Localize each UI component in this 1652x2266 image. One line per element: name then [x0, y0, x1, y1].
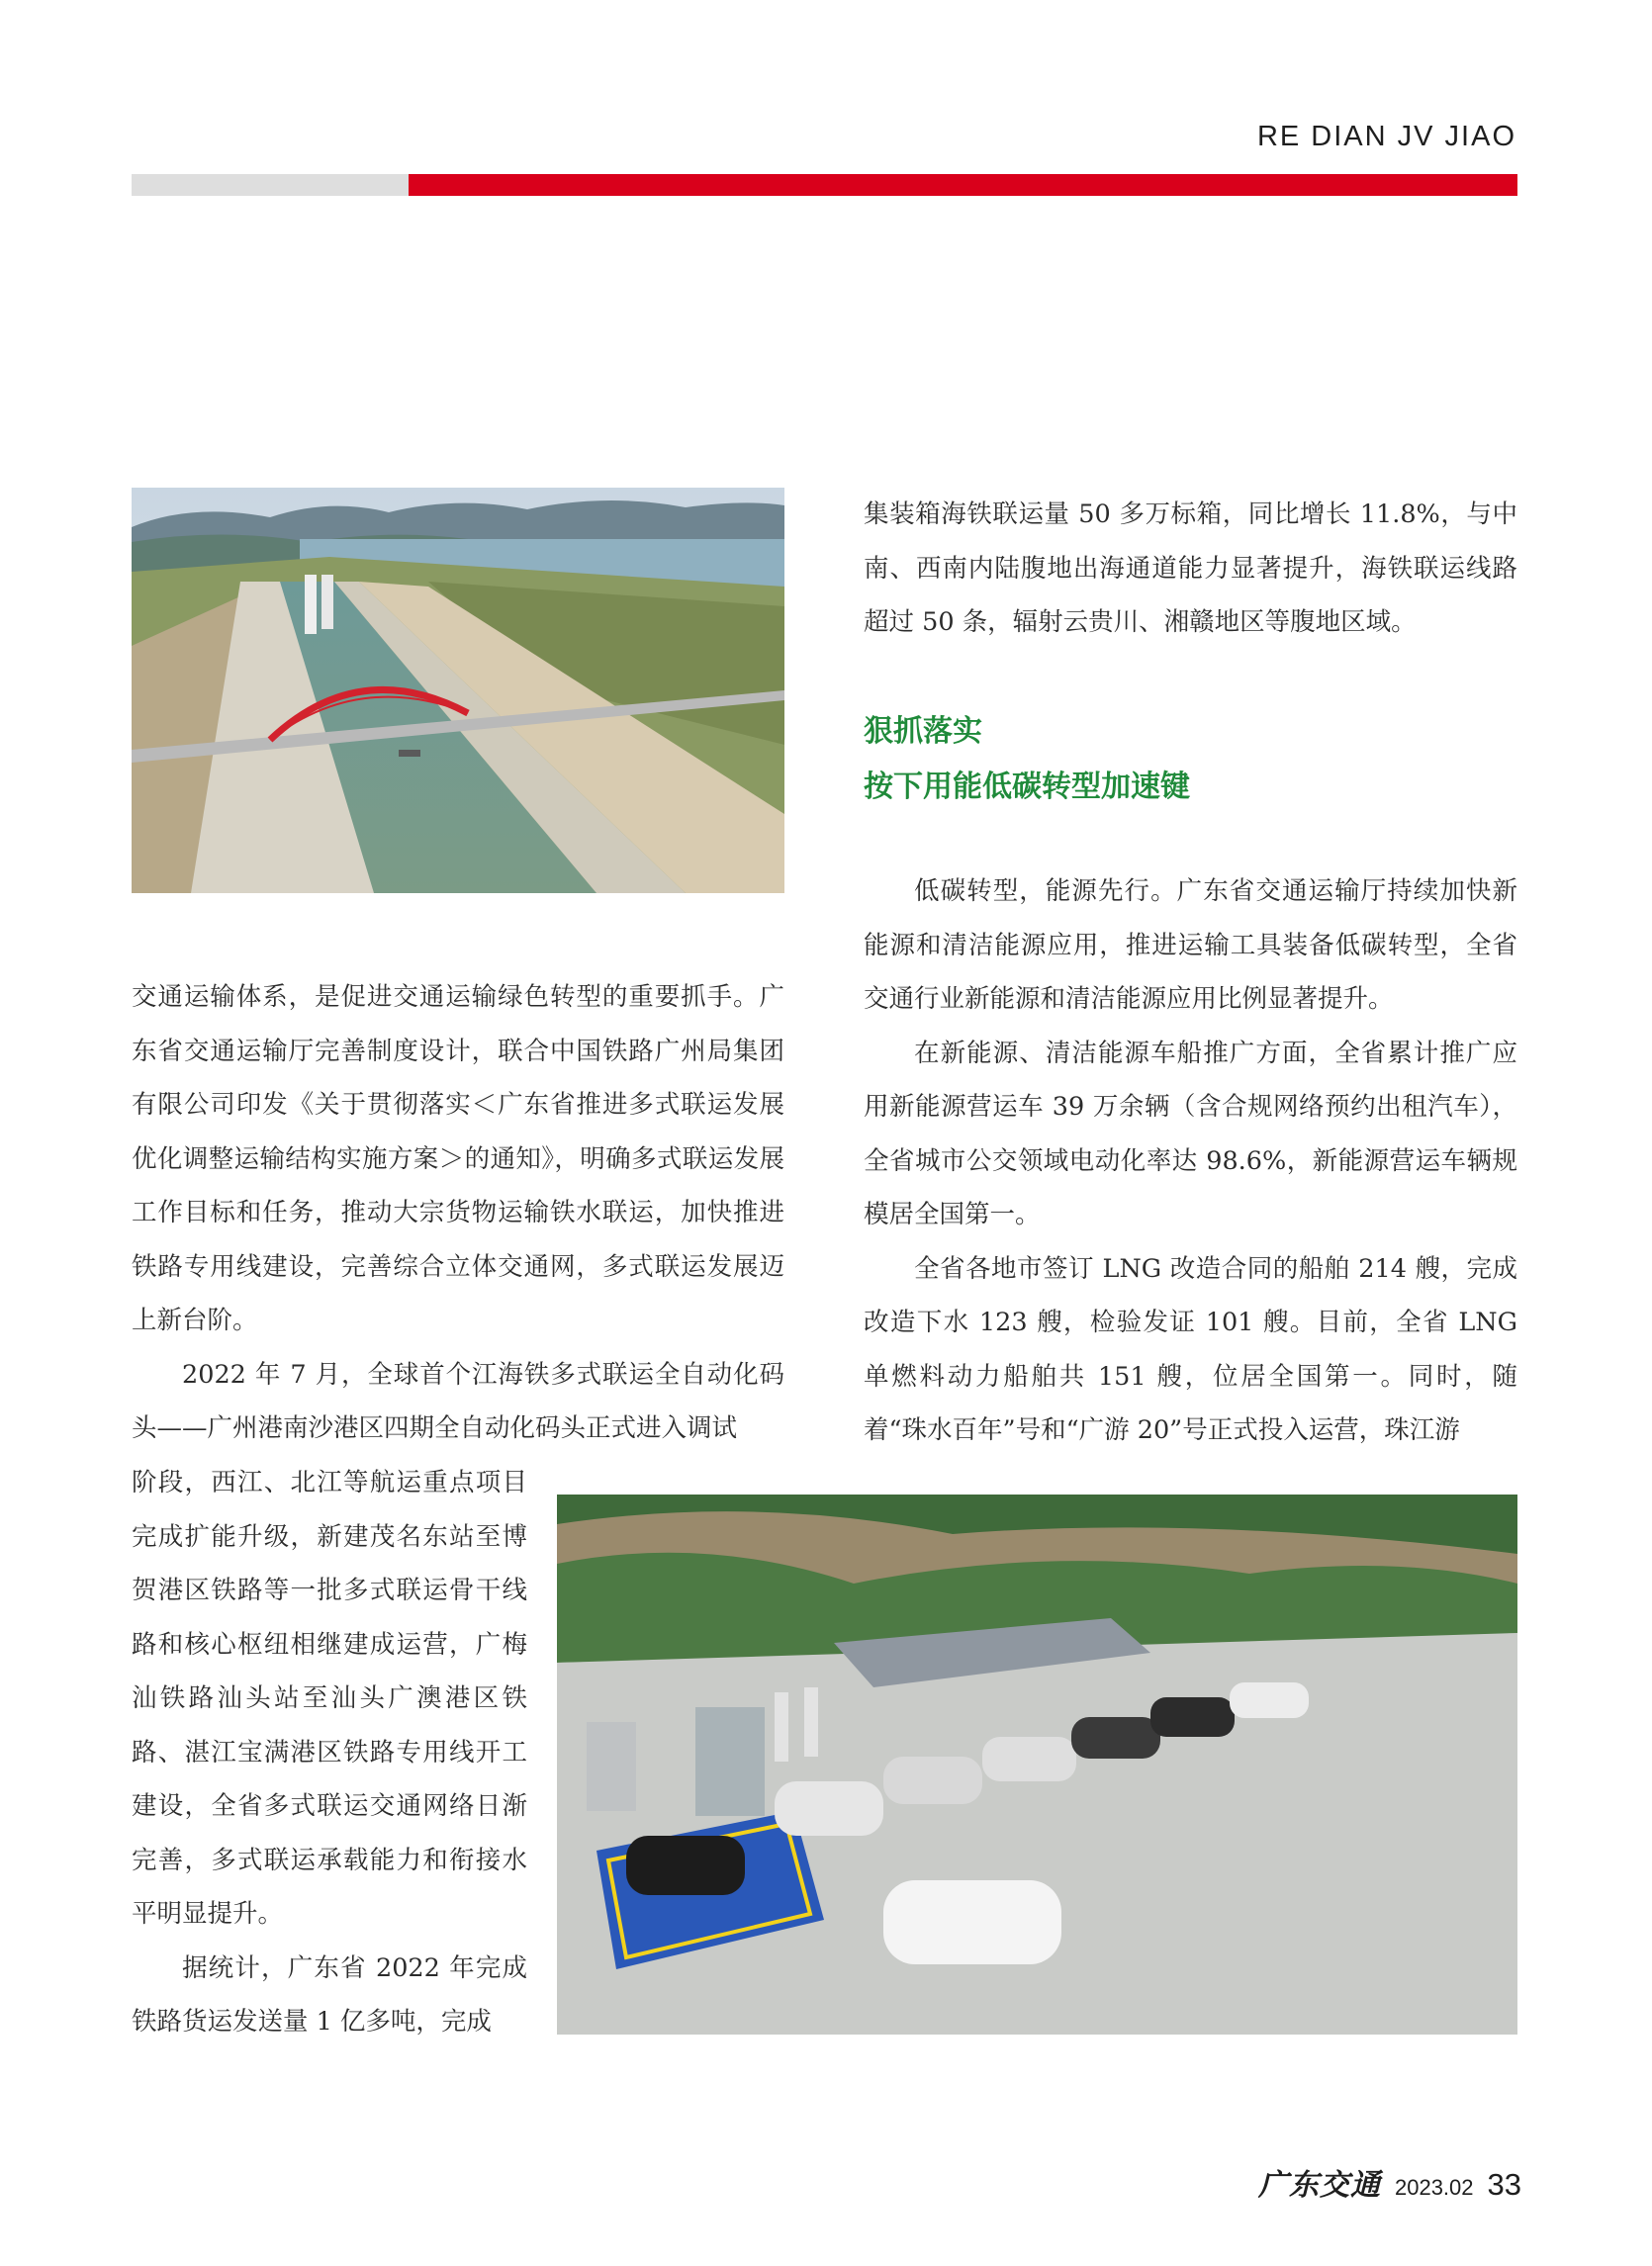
- section-heading-line-1: 狠抓落实: [864, 714, 982, 749]
- paragraph: 2022 年 7 月，全球首个江海铁多式联运全自动化码头——广州港南沙港区四期全自动化码头正式进入调试: [132, 1359, 784, 1443]
- section-heading-line-2: 按下用能低碳转型加速键: [864, 770, 1190, 804]
- left-column-text-bottom: [132, 1456, 527, 2049]
- paragraph: 低碳转型，能源先行。广东省交通运输厅持续加快新能源和清洁能源应用，推进运输工具装备低碳转型，全省交通行业新能源和清洁能源应用比例显著提升。: [864, 876, 1517, 1014]
- page-footer: [1258, 2160, 1521, 2204]
- magazine-logo: 广东交通: [1257, 2168, 1381, 2203]
- right-column-text-top: [864, 488, 1517, 650]
- section-heading: [864, 704, 1190, 815]
- header-bar-gray: [132, 174, 409, 196]
- header-bar-red: [409, 174, 1517, 196]
- paragraph: 阶段，西江、北江等航运重点项目完成扩能升级，新建茂名东站至博贺港区铁路等一批多式联运骨干线路和核心枢纽相继建成运营，广梅汕铁路汕头站至汕头广澳港区铁路、湛江宝满港区铁路专用线开工建设，全省多式联运交通网络日渐完善，多式联运承载能力和衔接水平明显提升。: [132, 1468, 527, 1929]
- page-number: 33: [1487, 2167, 1521, 2202]
- issue-number: 2023.02: [1394, 2175, 1474, 2200]
- paragraph: 据统计，广东省 2022 年完成铁路货运发送量 1 亿多吨，完成: [132, 1952, 527, 2037]
- canal-aerial-photo: [132, 488, 784, 893]
- right-column-text-body: [864, 864, 1517, 1458]
- paragraph: 在新能源、清洁能源车船推广方面，全省累计推广应用新能源营运车 39 万余辆（含合规网络预约出租汽车），全省城市公交领域电动化率达 98.6%，新能源营运车辆规模居全国第一。: [864, 1038, 1517, 1229]
- running-header-title: RE DIAN JV JIAO: [1256, 121, 1516, 152]
- charging-station-photo: [557, 1495, 1517, 2035]
- paragraph: 全省各地市签订 LNG 改造合同的船舶 214 艘，完成改造下水 123 艘，检验发证 101 艘。目前，全省 LNG 单燃料动力船舶共 151 艘，位居全国第一。同时，随着“珠水百年”号和“广游 20”号正式投入运营，珠江游: [864, 1253, 1517, 1445]
- paragraph: 交通运输体系，是促进交通运输绿色转型的重要抓手。广东省交通运输厅完善制度设计，联合中国铁路广州局集团有限公司印发《关于贯彻落实＜广东省推进多式联运发展优化调整运输结构实施方案＞的通知》，明确多式联运发展工作目标和任务，推动大宗货物运输铁水联运，加快推进铁路专用线建设，完善综合立体交通网，多式联运发展迈上新台阶。: [132, 982, 784, 1335]
- left-column-text-top: [132, 970, 784, 1456]
- paragraph: 集装箱海铁联运量 50 多万标箱，同比增长 11.8%，与中南、西南内陆腹地出海通道能力显著提升，海铁联运线路超过 50 条，辐射云贵川、湘赣地区等腹地区域。: [864, 499, 1517, 637]
